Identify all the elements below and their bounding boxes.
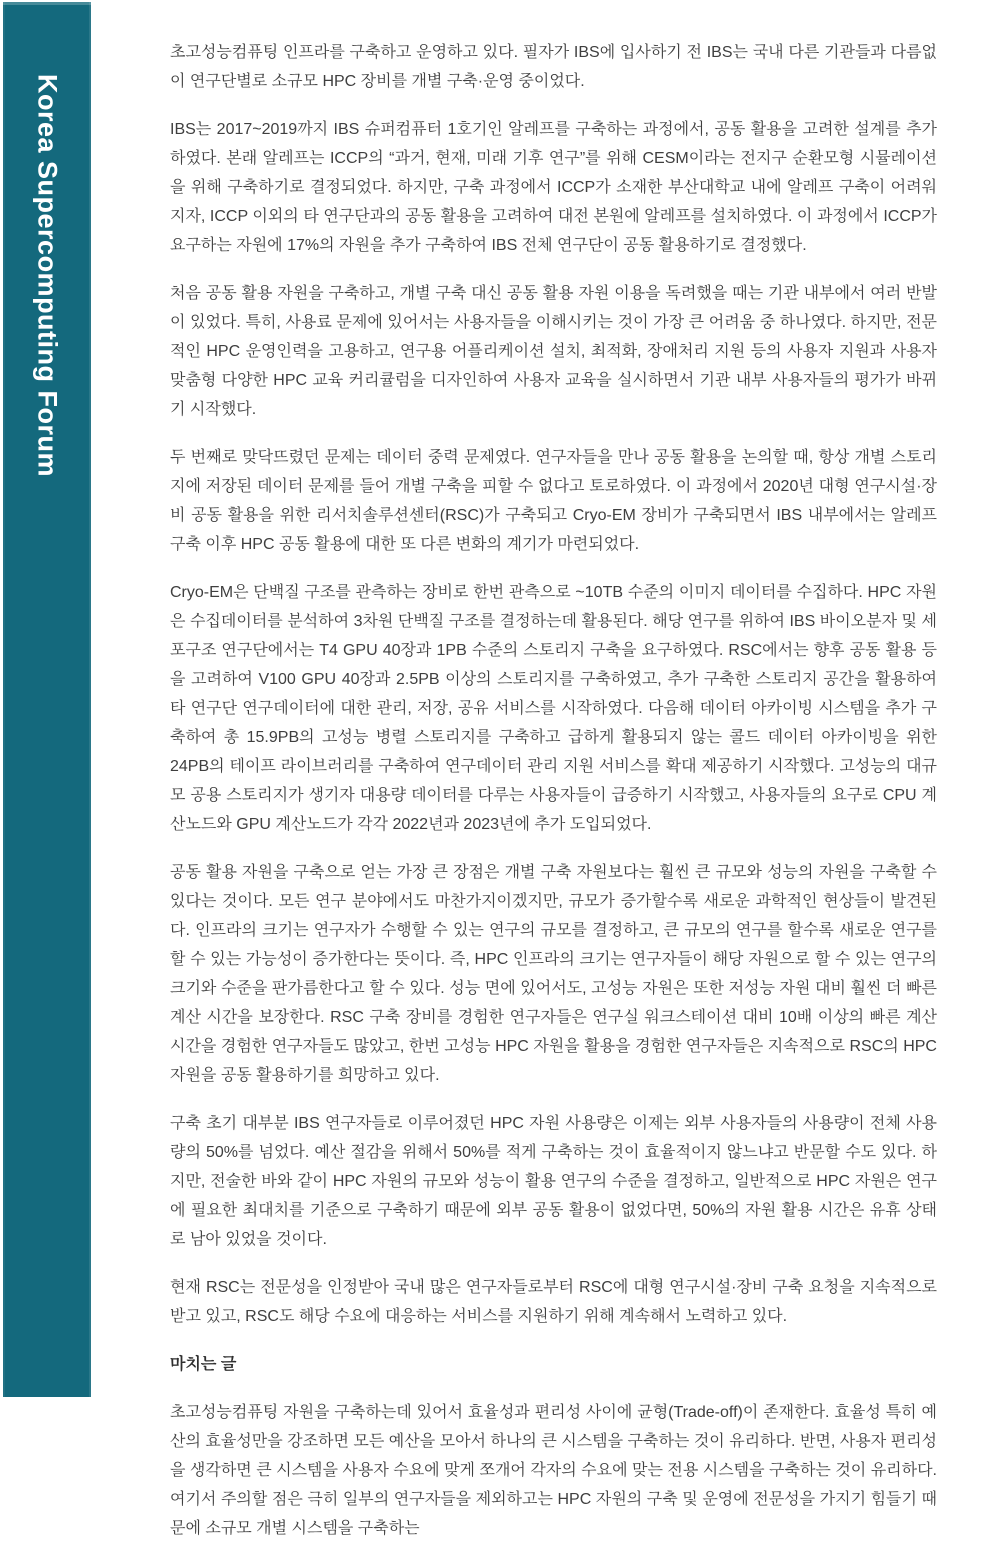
paragraph: Cryo-EM은 단백질 구조를 관측하는 장비로 한번 관측으로 ~10TB 수준의 이미지 데이터를 수집하다. HPC 자원은 수집데이터를 분석하여 3차원 단백질 구조를 결정하는데 활용된다. 해당 연구를 위하여 IBS 바이오분자 및 세포구조 연구단에서는 T4 GPU 40장과 1PB 수준의 스토리지 구축을 요구하였다. RSC에서는 향후 공동 활용 등을 고려하여 V100 GPU 40장과 2.5PB 이상의 스토리지를 구축하였고, 추가 구축한 스토리지 공간을 활용하여 타 연구단 연구데이터에 대한 관리, 저장, 공유 서비스를 시작하였다. 다음해 데이터 아카이빙 시스템을 추가 구축하여 총 15.9PB의 고성능 병렬 스토리지를 구축하고 급하게 활용되지 않는 콜드 데이터 아카이빙을 위한 24PB의 테이프 라이브러리를 구축하여 연구데이터 관리 지원 서비스를 확대 제공하기 시작했다. 고성능의 대규모 공용 스토리지가 생기자 대용량 데이터를 다루는 사용자들이 급증하기 시작했고, 사용자들의 요구로 CPU 계산노드와 GPU 계산노드가 각각 2022년과 2023년에 추가 도입되었다. (170, 584, 937, 833)
paragraph: 공동 활용 자원을 구축으로 얻는 가장 큰 장점은 개별 구축 자원보다는 훨씬 큰 규모와 성능의 자원을 구축할 수 있다는 것이다. 모든 연구 분야에서도 마찬가지이겠지만, 규모가 증가할수록 새로운 과학적인 현상들이 발견된다. 인프라의 크기는 연구자가 수행할 수 있는 연구의 규모를 결정하고, 큰 규모의 연구를 할수록 새로운 연구를 할 수 있는 가능성이 증가한다는 뜻이다. 즉, HPC 인프라의 크기는 연구자들이 해당 자원으로 할 수 있는 연구의 크기와 수준을 판가름한다고 할 수 있다. 성능 면에 있어서도, 고성능 자원은 또한 저성능 자원 대비 훨씬 더 빠른 계산 시간을 보장한다. RSC 구축 장비를 경험한 연구자들은 연구실 워크스테이션 대비 10배 이상의 빠른 계산 시간을 경험한 연구자들도 많았고, 한번 고성능 HPC 자원을 활용을 경험한 연구자들은 지속적으로 RSC의 HPC 자원을 공동 활용하기를 희망하고 있다. (170, 864, 937, 1084)
paragraph: IBS는 2017~2019까지 IBS 슈퍼컴퓨터 1호기인 알레프를 구축하는 과정에서, 공동 활용을 고려한 설계를 추가하였다. 본래 알레프는 ICCP의 “과거, 현재, 미래 기후 연구”를 위해 CESM이라는 전지구 순환모형 시뮬레이션을 위해 구축하기로 결정되었다. 하지만, 구축 과정에서 ICCP가 소재한 부산대학교 내에 알레프 구축이 어려워지자, ICCP 이외의 타 연구단과의 공동 활용을 고려하여 대전 본원에 알레프를 설치하였다. 이 과정에서 ICCP가 요구하는 자원에 17%의 자원을 추가 구축하여 IBS 전체 연구단이 공동 활용하기로 결정했다. (170, 121, 937, 254)
paragraph: 구축 초기 대부분 IBS 연구자들로 이루어졌던 HPC 자원 사용량은 이제는 외부 사용자들의 사용량이 전체 사용량의 50%를 넘었다. 예산 절감을 위해서 50%를 적게 구축하는 것이 효율적이지 않느냐고 반문할 수도 있다. 하지만, 전술한 바와 같이 HPC 자원의 규모와 성능이 활용 연구의 수준을 결정하고, 일반적으로 HPC 자원은 연구에 필요한 최대치를 기준으로 구축하기 때문에 외부 공동 활용이 없었다면, 50%의 자원 활용 시간은 유휴 상태로 남아 있었을 것이다. (170, 1115, 937, 1248)
sidebar (3, 2, 91, 1397)
paragraph: 두 번째로 맞닥뜨렸던 문제는 데이터 중력 문제였다. 연구자들을 만나 공동 활용을 논의할 때, 항상 개별 스토리지에 저장된 데이터 문제를 들어 개별 구축을 피할 수 없다고 토로하였다. 이 과정에서 2020년 대형 연구시설·장비 공동 활용을 위한 리서치솔루션센터(RSC)가 구축되고 Cryo-EM 장비가 구축되면서 IBS 내부에서는 알레프 구축 이후 HPC 공동 활용에 대한 또 다른 변화의 계기가 마련되었다. (170, 449, 937, 553)
article-body (170, 0, 937, 1562)
sidebar-title: Korea Supercomputing Forum (32, 74, 63, 478)
paragraph: 현재 RSC는 전문성을 인정받아 국내 많은 연구자들로부터 RSC에 대형 연구시설·장비 구축 요청을 지속적으로 받고 있고, RSC도 해당 수요에 대응하는 서비스를 지원하기 위해 계속해서 노력하고 있다. (170, 1279, 937, 1325)
paragraph: 초고성능컴퓨팅 인프라를 구축하고 운영하고 있다. 필자가 IBS에 입사하기 전 IBS는 국내 다른 기관들과 다름없이 연구단별로 소규모 HPC 장비를 개별 구축·운영 중이었다. (170, 44, 937, 90)
section-heading: 마치는 글 (170, 1356, 237, 1373)
paragraph: 초고성능컴퓨팅 자원을 구축하는데 있어서 효율성과 편리성 사이에 균형(Trade-off)이 존재한다. 효율성 특히 예산의 효율성만을 강조하면 모든 예산을 모아서 하나의 큰 시스템을 구축하는 것이 유리하다. 반면, 사용자 편리성을 생각하면 큰 시스템을 사용자 수요에 맞게 쪼개어 각자의 수요에 맞는 전용 시스템을 구축하는 것이 유리하다. 여기서 주의할 점은 극히 일부의 연구자들을 제외하고는 HPC 자원의 구축 및 운영에 전문성을 가지기 힘들기 때문에 소규모 개별 시스템을 구축하는 (170, 1404, 937, 1537)
paragraph: 처음 공동 활용 자원을 구축하고, 개별 구축 대신 공동 활용 자원 이용을 독려했을 때는 기관 내부에서 여러 반발이 있었다. 특히, 사용료 문제에 있어서는 사용자들을 이해시키는 것이 가장 큰 어려움 중 하나였다. 하지만, 전문적인 HPC 운영인력을 고용하고, 연구용 어플리케이션 설치, 최적화, 장애처리 지원 등의 사용자 지원과 사용자 맞춤형 다양한 HPC 교육 커리큘럼을 디자인하여 사용자 교육을 실시하면서 기관 내부 사용자들의 평가가 바뀌기 시작했다. (170, 285, 937, 418)
